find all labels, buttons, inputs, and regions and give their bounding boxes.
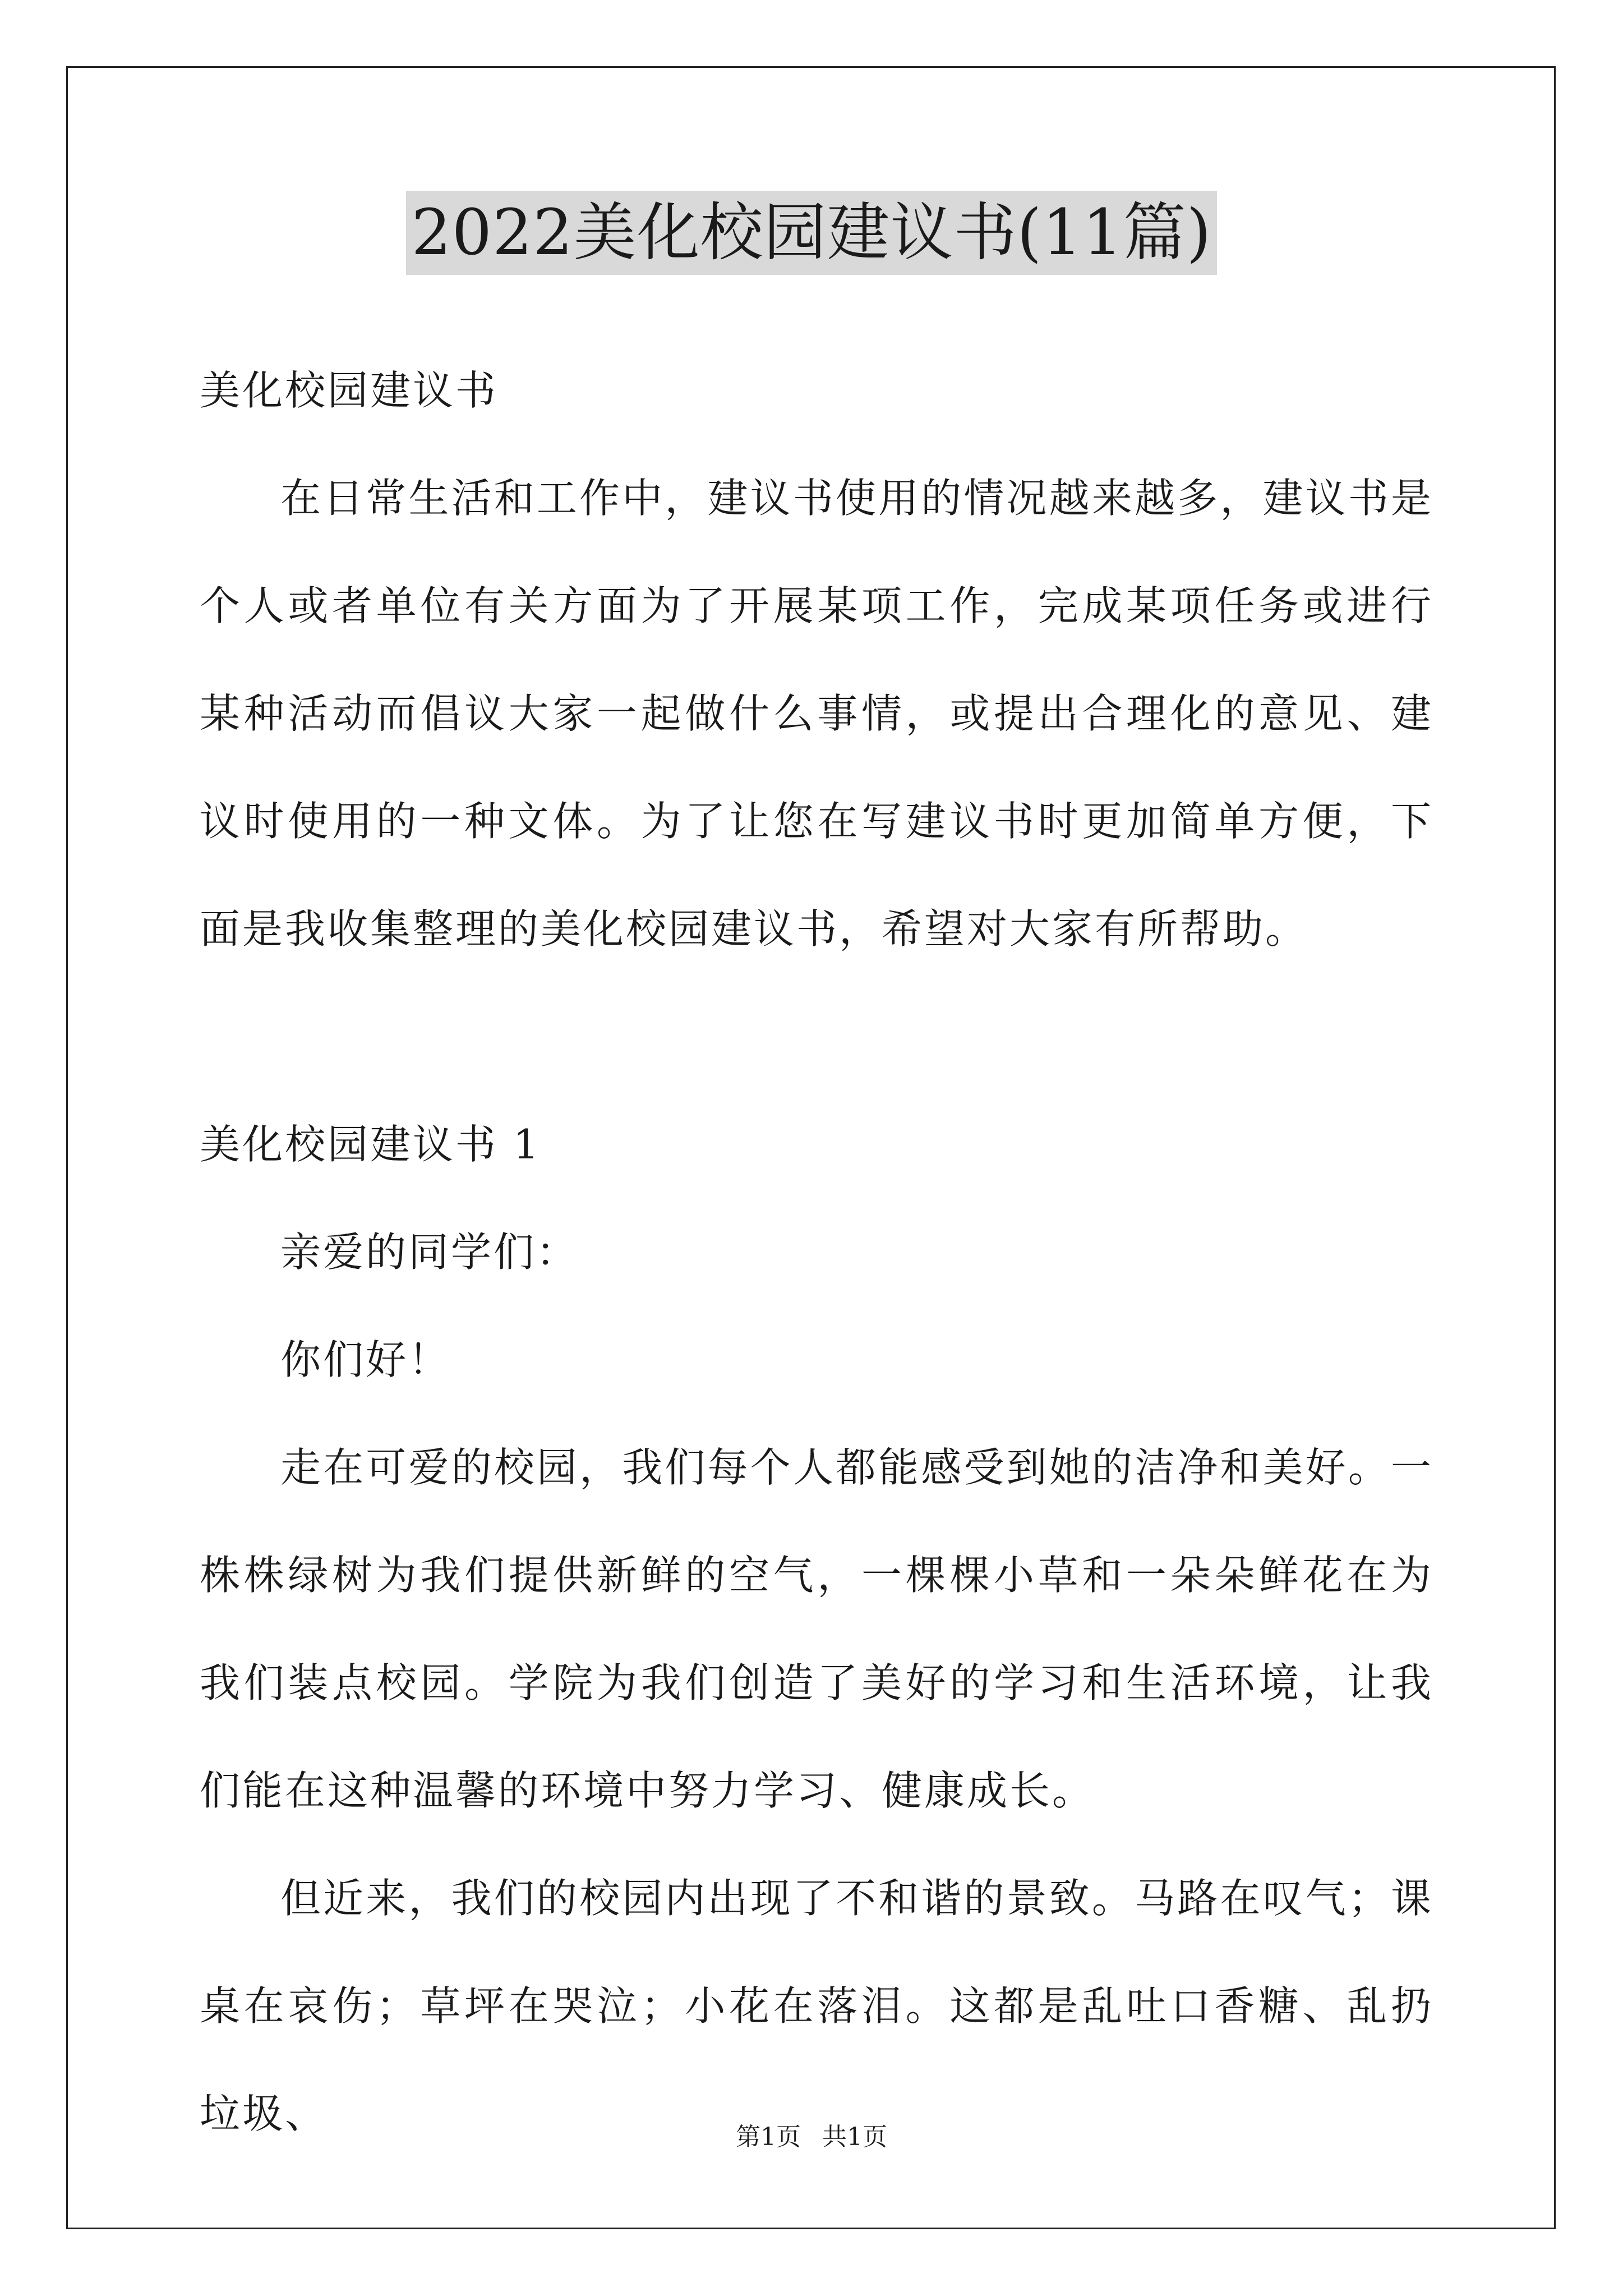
salutation: 你们好！ <box>280 1336 451 1383</box>
intro-paragraph: 在日常生活和工作中，建议书使用的情况越来越多，建议书是个人或者单位有关方面为了开展某项工作，完成某项任务或进行某种活动而倡议大家一起做什么事情，或提出合理化的意见、建议时使用的一种文体。为了让您在写建议书时更加简单方便，下面是我收集整理的美化校园建议书，希望对大家有所帮助。 <box>200 475 1433 953</box>
section-heading: 美化校园建议书 1 <box>200 1121 541 1168</box>
title-container <box>0 191 1623 275</box>
page-footer <box>0 2120 1623 2154</box>
document-body <box>200 337 1433 2168</box>
intro-heading: 美化校园建议书 <box>200 367 499 414</box>
page-total: 共1页 <box>822 2123 887 2151</box>
section-gap <box>200 983 1433 1091</box>
body-paragraph-2: 但近来，我们的校园内出现了不和谐的景致。马路在叹气；课桌在哀伤；草坪在哭泣；小花在落泪。这都是乱吐口香糖、乱扔垃圾、 <box>200 1875 1433 2137</box>
page-number: 第1页 <box>736 2123 801 2151</box>
document-title: 2022美化校园建议书(11篇) <box>406 191 1218 275</box>
body-paragraph-1: 走在可爱的校园，我们每个人都能感受到她的洁净和美好。一株株绿树为我们提供新鲜的空气，一棵棵小草和一朵朵鲜花在为我们装点校园。学院为我们创造了美好的学习和生活环境，让我们能在这种温馨的环境中努力学习、健康成长。 <box>200 1444 1433 1814</box>
greeting: 亲爱的同学们： <box>280 1228 579 1276</box>
